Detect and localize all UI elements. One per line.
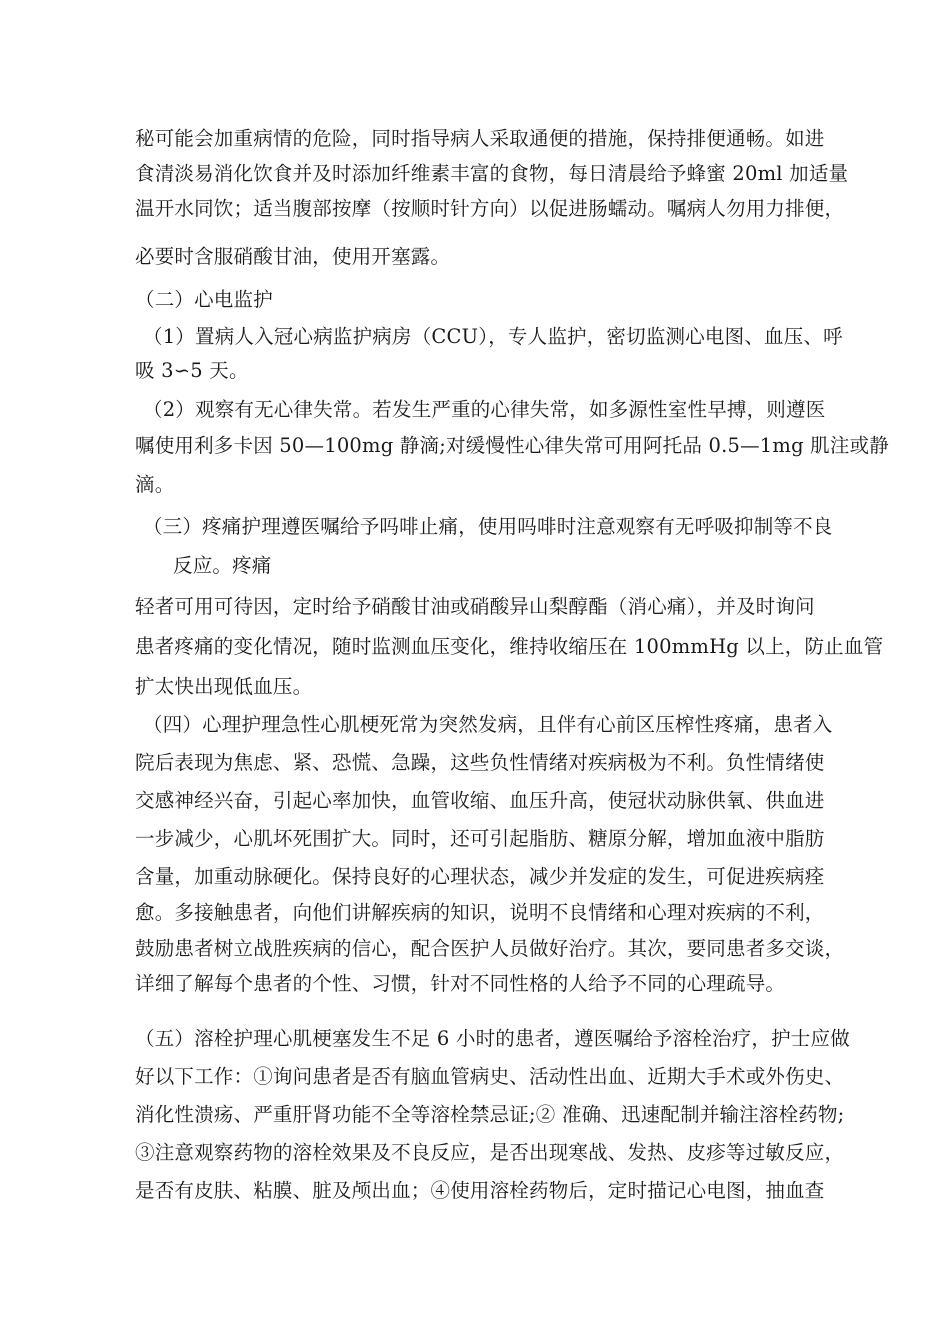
text-line: 嘱使用利多卡因 50—100mg 静滴;对缓慢性心律失常可用阿托品 0.5—1mg 肌注或静 — [135, 434, 889, 457]
text-line: 鼓励患者树立战胜疾病的信心，配合医护人员做好治疗。其次，要同患者多交谈， — [135, 937, 845, 960]
text-line: 院后表现为焦虑、紧、恐慌、急躁，这些负性情绪对疾病极为不利。负性情绪使 — [135, 751, 825, 774]
text-line: 滴。 — [135, 473, 175, 496]
text-line: ③注意观察药物的溶栓效果及不良反应，是否出现寒战、发热、皮疹等过敏反应， — [135, 1141, 845, 1164]
text-line: 详细了解每个患者的个性、习惯，针对不同性格的人给予不同的心理疏导。 — [135, 972, 786, 995]
text-line: （五）溶栓护理心肌梗塞发生不足 6 小时的患者，遵医嘱给予溶栓治疗，护士应做 — [135, 1027, 850, 1050]
text-line: （四）心理护理急性心肌梗死常为突然发病，且伴有心前区压榨性疼痛，患者入 — [143, 713, 833, 736]
text-line: 反应。疼痛 — [173, 554, 272, 577]
text-line: 温开水同饮；适当腹部按摩（按顺时针方向）以促进肠蠕动。嘱病人勿用力排便， — [135, 197, 845, 220]
text-line: 必要时含服硝酸甘油，使用开塞露。 — [135, 245, 451, 268]
text-line: 交感神经兴奋，引起心率加快，血管收缩、血压升高，使冠状动脉供氧、供血进 — [135, 789, 825, 812]
text-line: 愈。多接触患者，向他们讲解疾病的知识，说明不良情绪和心理对疾病的不利， — [135, 901, 825, 924]
text-line: 吸 3∽5 天。 — [135, 359, 249, 382]
text-line: 秘可能会加重病情的危险，同时指导病人采取通便的措施，保持排便通畅。如进 — [135, 127, 825, 150]
text-line: 轻者可用可待因，定时给予硝酸甘油或硝酸异山梨醇酯（消心痛），并及时询问 — [135, 595, 815, 618]
text-line: 含量，加重动脉硬化。保持良好的心理状态，减少并发症的发生，可促进疾病痊 — [135, 865, 825, 888]
section-heading: （二）心电监护 — [135, 288, 273, 311]
text-line: 好以下工作：①询问患者是否有脑血管病史、活动性出血、近期大手术或外伤史、 — [135, 1065, 845, 1088]
text-line: 是否有皮肤、粘膜、脏及颅出血；④使用溶栓药物后，定时描记心电图，抽血查 — [135, 1179, 825, 1202]
text-line: 食清淡易消化饮食并及时添加纤维素丰富的食物，每日清晨给予蜂蜜 20ml 加适量 — [135, 162, 849, 185]
text-line: 扩太快出现低血压。 — [135, 675, 313, 698]
text-line: （三）疼痛护理遵医嘱给予吗啡止痛，使用吗啡时注意观察有无呼吸抑制等不良 — [143, 515, 833, 538]
text-line: 消化性溃疡、严重肝肾功能不全等溶栓禁忌证;② 准确、迅速配制并输注溶栓药物; — [135, 1103, 845, 1126]
text-line: 一步减少，心肌坏死围扩大。同时，还可引起脂肪、糖原分解，增加血液中脂肪 — [135, 827, 825, 850]
text-line: （2）观察有无心律失常。若发生严重的心律失常，如多源性室性早搏，则遵医 — [143, 398, 826, 421]
text-line: 患者疼痛的变化情况，随时监测血压变化，维持收缩压在 100mmHg 以上，防止血管 — [135, 635, 884, 658]
text-line: （1）置病人入冠心病监护病房（CCU），专人监护，密切监测心电图、血压、呼 — [143, 325, 843, 348]
